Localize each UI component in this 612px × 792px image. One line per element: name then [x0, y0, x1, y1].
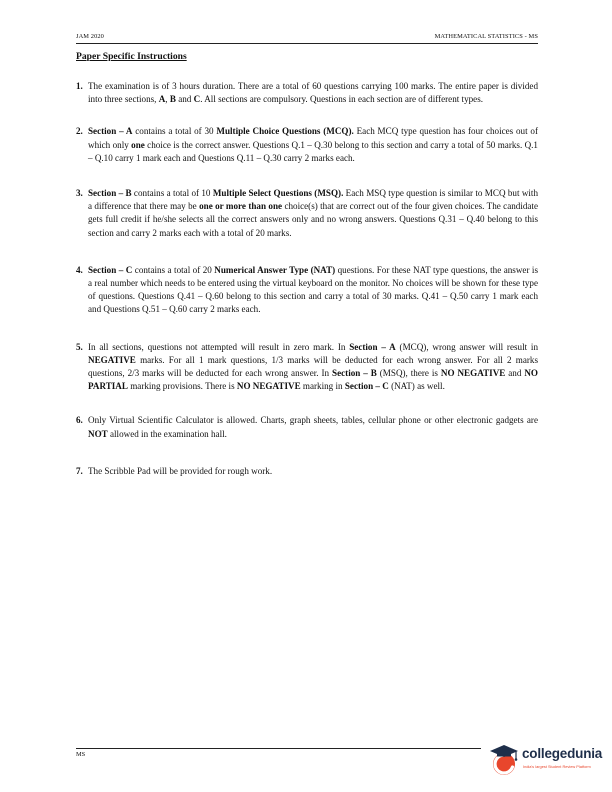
instruction-text-run: choice(s) that are correct out of the four given choices. The candidate gets full credit if he/she selects all the correct answers only and no wrong answers. Questions Q.31 – Q.40 belong to this section and carry 2 marks each with a total of 20 marks. [88, 201, 538, 238]
instruction-text-run: Each MCQ type question has four choices out of which only [88, 126, 538, 150]
footer-paper-code: MS [76, 751, 86, 758]
instruction-text-run: contains a total of 20 [132, 264, 215, 275]
instruction-item [76, 125, 538, 165]
instruction-text [88, 414, 538, 440]
instruction-text-run: Only Virtual Scientific Calculator is allowed. Charts, graph sheets, tables, cellular phone or other electronic gadgets are [88, 415, 538, 426]
instruction-number: 6. [76, 415, 83, 426]
emphasis-text: NOT [88, 428, 108, 439]
emphasis-text: NEGATIVE [88, 354, 136, 365]
instruction-number: 5. [76, 341, 83, 352]
instruction-text-run: In all sections, questions not attempted will result in zero mark. In [88, 341, 350, 352]
emphasis-text: Section – B [88, 188, 132, 199]
instruction-item [76, 341, 538, 394]
logo-name: collegedunia [522, 746, 603, 761]
instruction-text-run: (MCQ), wrong answer will result in [395, 341, 538, 352]
emphasis-text: Multiple Select Questions (MSQ). [212, 188, 344, 199]
emphasis-text: Section – A [88, 126, 133, 137]
instruction-text-run: and [175, 94, 194, 105]
instruction-item [76, 187, 538, 240]
instruction-text-run: marking in [300, 381, 345, 392]
instruction-number: 1. [76, 81, 83, 91]
instruction-text-run: contains a total of 30 [132, 126, 217, 137]
instruction-text-run: (MSQ), there is [376, 368, 441, 379]
emphasis-text: Section – B [332, 368, 377, 379]
instruction-text-run: questions. For these NAT type questions, the answer is a real number which needs to be entered using the virtual keyboard on the monitor. No choices will be shown for these type of questions. Questions Q.41 – Q.60 belong to this section and carry a total of 30 marks. Q.41 – Q.50 carry 1 mark each and Questions Q.51 – Q.60 carry 2 marks each. [88, 264, 538, 315]
graduation-cap-icon [487, 743, 521, 777]
instruction-item [76, 465, 538, 478]
instruction-text-run: and [505, 368, 525, 379]
instruction-text [88, 465, 538, 478]
emphasis-text: one [131, 139, 145, 150]
header-paper-name: MATHEMATICAL STATISTICS - MS [434, 33, 538, 40]
footer-divider [76, 748, 481, 749]
instruction-text [88, 264, 538, 317]
instruction-text [88, 187, 538, 240]
instruction-item [76, 414, 538, 440]
instruction-text [88, 125, 538, 165]
instruction-text-run: marking provisions. There is [127, 381, 237, 392]
emphasis-text: one or more than one [199, 201, 283, 212]
header-divider [76, 43, 538, 44]
instruction-number: 7. [76, 465, 83, 476]
emphasis-text: Section – C [344, 381, 389, 392]
instructions-list [76, 80, 538, 478]
collegedunia-logo [487, 741, 605, 781]
instruction-text-run: , [165, 94, 170, 105]
logo-tagline: India's largest Student Review Platform [523, 764, 591, 769]
instruction-text-run: contains a total of 10 [131, 188, 213, 199]
instruction-text-run: The Scribble Pad will be provided for rough work. [88, 465, 273, 476]
emphasis-text: B [169, 94, 176, 105]
instruction-item [76, 80, 538, 106]
emphasis-text: Numerical Answer Type (NAT) [214, 264, 336, 275]
instruction-text-run: Each MSQ type question is similar to MCQ but with a difference that there may be [88, 188, 538, 212]
instruction-number: 3. [76, 188, 83, 199]
header-exam-name: JAM 2020 [76, 33, 104, 40]
emphasis-text: NO NEGATIVE [236, 381, 301, 392]
emphasis-text: Section – C [88, 264, 133, 275]
page-title: Paper Specific Instructions [76, 51, 187, 62]
instruction-text [88, 341, 538, 394]
instruction-text-run: choice is the correct answer. Questions Q.1 – Q.30 belong to this section and carry a total of 50 marks. Q.1 – Q.10 carry 1 mark each and Questions Q.11 – Q.30 carry 2 marks each. [88, 139, 538, 163]
page-header [76, 33, 538, 40]
emphasis-text: C [193, 94, 201, 105]
instruction-number: 2. [76, 126, 83, 137]
instruction-item [76, 264, 538, 317]
emphasis-text: NO PARTIAL [88, 368, 538, 392]
instruction-text-run: marks. For all 1 mark questions, 1/3 marks will be deducted for each wrong answer. For all 2 marks questions, 2/3 marks will be deducted for each wrong answer. In [88, 354, 538, 379]
instruction-text-run: The examination is of 3 hours duration. There are a total of 60 questions carrying 100 marks. The entire paper is divided into three sections, [88, 81, 538, 105]
emphasis-text: Section – A [349, 341, 396, 352]
instruction-text-run: allowed in the examination hall. [107, 428, 227, 439]
instruction-text-run: (NAT) as well. [388, 381, 445, 392]
instruction-text [88, 80, 538, 106]
emphasis-text: NO NEGATIVE [440, 368, 506, 379]
emphasis-text: A [158, 94, 166, 105]
instruction-number: 4. [76, 264, 83, 275]
emphasis-text: Multiple Choice Questions (MCQ). [216, 126, 354, 137]
instruction-text-run: . All sections are compulsory. Questions in each section are of different types. [200, 94, 484, 105]
